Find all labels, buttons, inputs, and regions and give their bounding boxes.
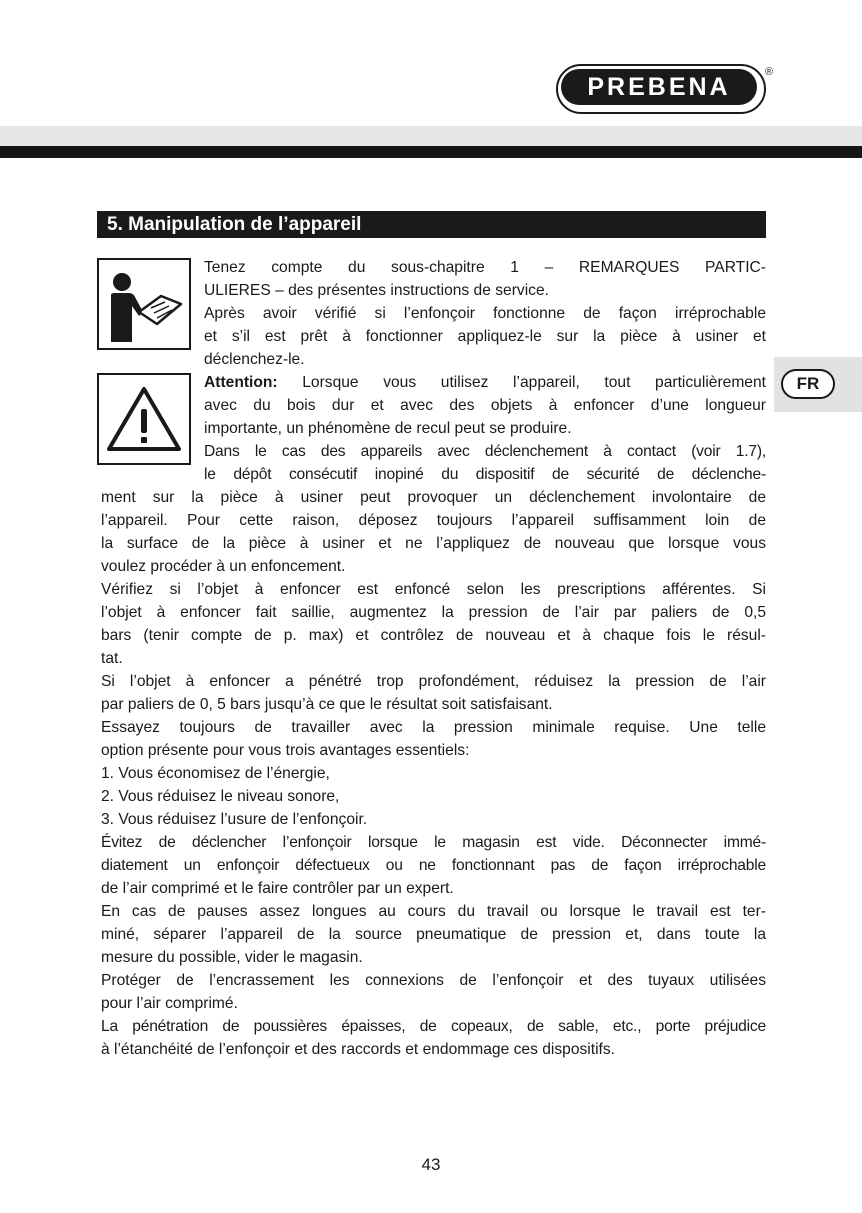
text-line: Tenez compte du sous-chapitre 1 – REMARQUES PARTIC-: [204, 259, 766, 276]
warning-triangle-icon: [97, 373, 191, 465]
header-rule: [0, 146, 862, 158]
text-line: Après avoir vérifié si l’enfonçoir fonctionne de façon irréprochable: [204, 305, 766, 322]
list-item: 3. Vous réduisez l’usure de l’enfonçoir.: [101, 811, 368, 828]
prebena-logo: [556, 64, 766, 114]
logo-text: PREBENA: [561, 69, 757, 105]
text-line: Vérifiez si l’objet à enfoncer est enfoncé selon les prescriptions afférentes. Si: [101, 581, 766, 598]
registered-mark: ®: [765, 66, 774, 78]
page-number: 43: [421, 1155, 441, 1174]
text-line: tat.: [101, 650, 123, 667]
text-line: Si l’objet à enfoncer a pénétré trop profondément, réduisez la pression de l’air: [101, 673, 766, 690]
section-title: 5. Manipulation de l’appareil: [97, 211, 766, 238]
text-line: La pénétration de poussières épaisses, de copeaux, de sable, etc., porte préjudice: [101, 1018, 766, 1035]
text-line: Essayez toujours de travailler avec la pression minimale requise. Une telle: [101, 719, 766, 736]
warning-triangle-graphic: [99, 375, 189, 463]
text-line: à l’étanchéité de l’enfonçoir et des raccords et endommage ces dispositifs.: [101, 1041, 616, 1058]
list-item: 2. Vous réduisez le niveau sonore,: [101, 788, 340, 805]
text-line: et s’il est prêt à fonctionner appliquez-le sur la pièce à usiner et: [204, 328, 766, 345]
text-line: la surface de la pièce à usiner et ne l’appliquez de nouveau que lorsque vous: [101, 535, 766, 552]
text-line: Évitez de déclencher l’enfonçoir lorsque le magasin est vide. Déconnecter immé-: [101, 834, 766, 851]
text-line: diatement un enfonçoir défectueux ou ne fonctionnant pas de façon irréprochable: [101, 857, 766, 874]
attention-line: [204, 371, 766, 394]
text-line: avec du bois dur et avec des objets à enfoncer d’une longueur: [204, 397, 766, 414]
read-manual-icon: [97, 258, 191, 350]
language-badge: FR: [781, 369, 835, 399]
intro-text-block: [204, 256, 766, 486]
text-line: ment sur la pièce à usiner peut provoquer un déclenchement involontaire de: [101, 489, 766, 506]
text-line: l’appareil. Pour cette raison, déposez toujours l’appareil suffisamment loin de: [101, 512, 766, 529]
text-line: déclenchez-le.: [204, 351, 305, 368]
attention-text: Lorsque vous utilisez l’appareil, tout particulièrement: [277, 374, 766, 391]
body-text-block: [101, 486, 766, 1061]
text-line: par paliers de 0, 5 bars jusqu’à ce que le résultat soit satisfaisant.: [101, 696, 553, 713]
text-line: le dépôt consécutif inopiné du dispositif de sécurité de déclenche-: [204, 466, 766, 483]
text-line: de l’air comprimé et le faire contrôler par un expert.: [101, 880, 454, 897]
text-line: bars (tenir compte de p. max) et contrôlez de nouveau et à chaque fois le résul-: [101, 627, 766, 644]
text-line: importante, un phénomène de recul peut se produire.: [204, 420, 572, 437]
text-line: l’objet à enfoncer fait saillie, augmentez la pression de l’air par paliers de 0,5: [101, 604, 766, 621]
text-line: mesure du possible, vider le magasin.: [101, 949, 363, 966]
text-line: voulez procéder à un enfoncement.: [101, 558, 346, 575]
text-line: En cas de pauses assez longues au cours du travail ou lorsque le travail est ter-: [101, 903, 766, 920]
text-line: pour l’air comprimé.: [101, 995, 238, 1012]
read-manual-icon-graphic: [99, 260, 189, 348]
text-line: ULIERES – des présentes instructions de service.: [204, 282, 549, 299]
list-item: 1. Vous économisez de l’énergie,: [101, 765, 330, 782]
header-band: [0, 126, 862, 146]
text-line: miné, séparer l’appareil de la source pneumatique de pression et, dans toute la: [101, 926, 766, 943]
text-line: Protéger de l’encrassement les connexions de l’enfonçoir et des tuyaux utilisées: [101, 972, 766, 989]
attention-label: Attention:: [204, 374, 278, 391]
text-line: Dans le cas des appareils avec déclenchement à contact (voir 1.7),: [204, 443, 766, 460]
text-line: option présente pour vous trois avantages essentiels:: [101, 742, 470, 759]
